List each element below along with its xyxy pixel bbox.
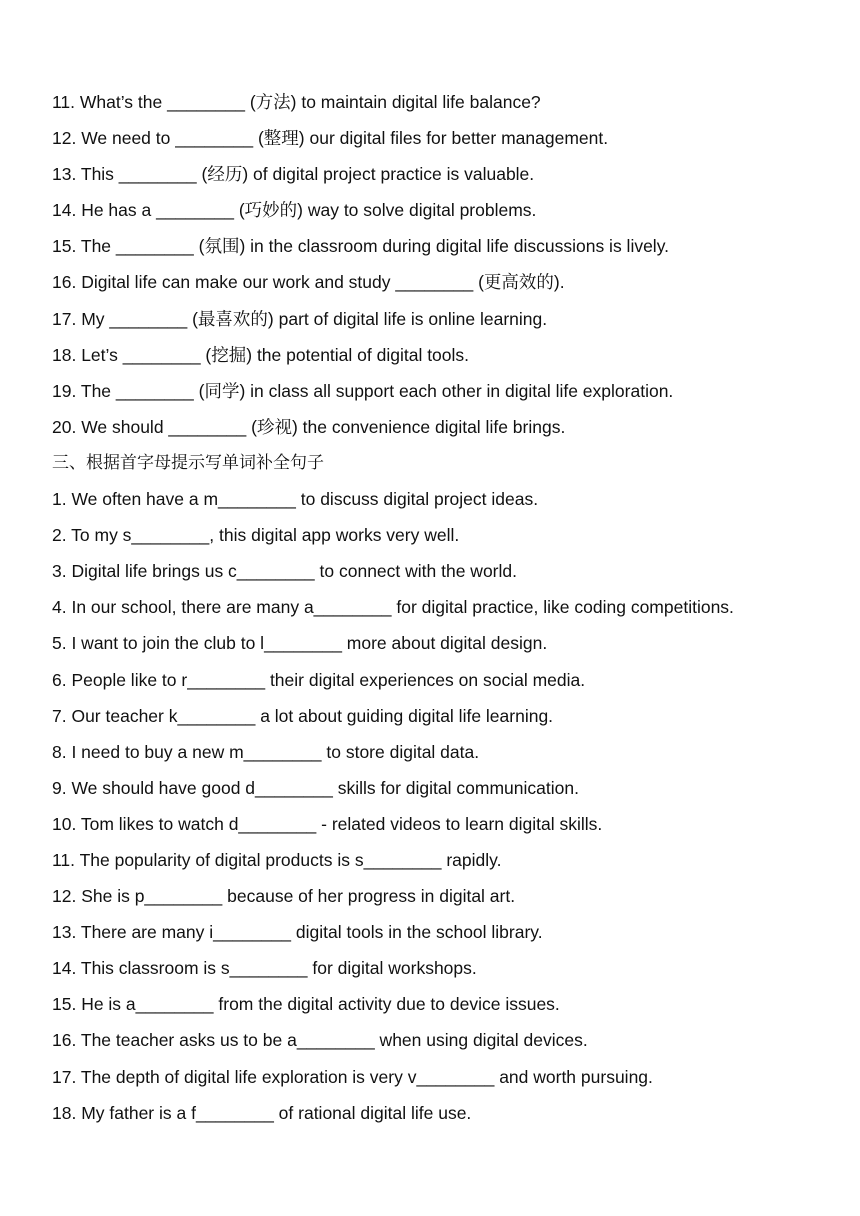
question-item: 15. He is a________ from the digital activity due to device issues. xyxy=(52,994,560,1015)
question-item: 18. Let’s ________ (挖掘) the potential of digital tools. xyxy=(52,344,470,365)
question-item: 11. The popularity of digital products is s________ rapidly. xyxy=(52,849,502,870)
question-item: 15. The ________ (氛围) in the classroom during digital life discussions is lively. xyxy=(52,236,670,257)
question-item: 19. The ________ (同学) in class all support each other in digital life exploration. xyxy=(52,380,674,401)
question-item: 2. To my s________, this digital app works very well. xyxy=(52,525,460,546)
question-item: 16. The teacher asks us to be a________ when using digital devices. xyxy=(52,1030,588,1051)
question-item: 3. Digital life brings us c________ to connect with the world. xyxy=(52,561,517,582)
question-item: 5. I want to join the club to l________ more about digital design. xyxy=(52,633,548,654)
question-item: 11. What’s the ________ (方法) to maintain digital life balance? xyxy=(52,92,541,112)
question-item: 14. He has a ________ (巧妙的) way to solve digital problems. xyxy=(52,200,537,221)
question-item: 13. There are many i________ digital tools in the school library. xyxy=(52,922,543,943)
question-item: 14. This classroom is s________ for digital workshops. xyxy=(52,958,477,979)
section-2-question-list xyxy=(52,84,842,445)
worksheet-page xyxy=(52,84,842,1131)
question-item: 10. Tom likes to watch d________ - related videos to learn digital skills. xyxy=(52,813,603,834)
question-item: 17. My ________ (最喜欢的) part of digital life is online learning. xyxy=(52,308,548,329)
question-item: 18. My father is a f________ of rational digital life use. xyxy=(52,1102,472,1123)
question-item: 12. She is p________ because of her progress in digital art. xyxy=(52,886,516,907)
question-item: 12. We need to ________ (整理) our digital files for better management. xyxy=(52,128,609,149)
question-item: 6. People like to r________ their digital experiences on social media. xyxy=(52,669,586,690)
question-item: 9. We should have good d________ skills for digital communication. xyxy=(52,777,579,798)
question-item: 17. The depth of digital life exploration is very v________ and worth pursuing. xyxy=(52,1066,653,1087)
question-item: 1. We often have a m________ to discuss digital project ideas. xyxy=(52,489,539,510)
section-3-question-list xyxy=(52,481,842,1131)
question-item: 20. We should ________ (珍视) the convenience digital life brings. xyxy=(52,416,566,437)
question-item: 16. Digital life can make our work and study ________ (更高效的). xyxy=(52,272,565,293)
question-item: 4. In our school, there are many a________ for digital practice, like coding competitions. xyxy=(52,597,734,618)
question-item: 13. This ________ (经历) of digital project practice is valuable. xyxy=(52,164,535,185)
section-3-heading: 三、根据首字母提示写单词补全句子 xyxy=(52,452,324,473)
question-item: 8. I need to buy a new m________ to store digital data. xyxy=(52,741,480,762)
question-item: 7. Our teacher k________ a lot about guiding digital life learning. xyxy=(52,705,554,726)
